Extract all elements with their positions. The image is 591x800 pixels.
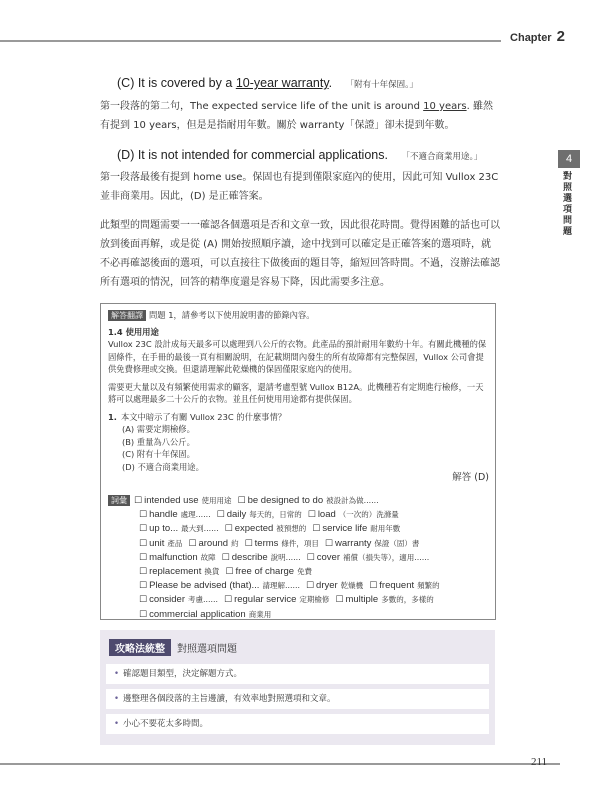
checkbox-icon: ☐ xyxy=(134,496,143,506)
checkbox-icon: ☐ xyxy=(139,538,148,549)
question-option-a: (A) 需要定期檢修。 xyxy=(122,424,195,434)
checkbox-icon: ☐ xyxy=(224,595,233,606)
chapter-number: 2 xyxy=(556,28,565,45)
checkbox-icon: ☐ xyxy=(224,524,233,535)
strategy-item: • 小心不要花太多時間。 xyxy=(106,714,489,734)
strategy-item: • 確認題目類型，決定解題方式。 xyxy=(106,664,489,684)
checkbox-icon: ☐ xyxy=(216,510,225,521)
vocab-meaning: 定期檢修 xyxy=(299,595,330,605)
vocab-row xyxy=(108,551,489,565)
vocab-meaning: 請理解…… xyxy=(262,581,300,591)
para-option-c: 第一段落的第二句，The expected service life of the unit is around 10 years. 雖然有提到 10 years，但是是指耐用年數。關於 warranty「保證」卻未提到年數。 xyxy=(100,101,493,131)
vocab-term: expected xyxy=(234,523,274,535)
option-c-line xyxy=(117,76,418,90)
vocab-row xyxy=(108,522,489,536)
vocab-meaning: 商業用 xyxy=(248,609,272,619)
vocab-meaning: 免費 xyxy=(297,567,313,577)
checkbox-icon: ☐ xyxy=(139,524,148,535)
option-d-translation: 「不適合商業用途。」 xyxy=(401,151,483,161)
option-c-underlined: 10-year warranty xyxy=(235,76,329,90)
vocab-term: malfunction xyxy=(149,551,198,563)
vocab-row xyxy=(108,579,489,593)
side-tab-title: 對照選項問題 xyxy=(563,172,573,237)
question-text: 本文中暗示了有關 Vullox 23C 的什麼事情？ xyxy=(120,411,287,422)
vocab-term: dryer xyxy=(316,580,338,592)
vocab-term: be designed to do xyxy=(247,495,324,506)
vocab-row xyxy=(108,565,489,579)
vocab-term: Please be advised (that)... xyxy=(149,580,260,592)
para-option-d: 第一段落最後有提到 home use。保固也有提到僅限家庭內的使用，因此可知 Vullox 23C 並非商業用。因此，(D) 是正確答案。 xyxy=(100,172,499,202)
vocab-term: up to... xyxy=(149,523,179,535)
vocab-row xyxy=(108,593,489,607)
vocab-meaning: 處理…… xyxy=(180,510,211,520)
header-rule xyxy=(0,40,501,42)
vocab-tag: 詞彙 xyxy=(108,495,130,506)
vocab-meaning: 每天的，日常的 xyxy=(249,510,302,520)
checkbox-icon: ☐ xyxy=(369,581,378,592)
vocab-meaning: 說明…… xyxy=(270,552,301,562)
chapter-label: Chapter 2 xyxy=(506,28,569,45)
checkbox-icon: ☐ xyxy=(139,609,148,620)
vocab-term: free of charge xyxy=(235,566,295,578)
option-c-suffix: . xyxy=(328,76,333,90)
translation-para-2: 需要更大量以及有頻繁使用需求的顧客，還請考慮型號 Vullox B12A。此機種若有定期進行檢修，一天將可以處理最多二十公斤的衣物。並且任何使用用途都有提供保固。 xyxy=(108,381,484,404)
translation-tag: 解答翻譯 xyxy=(108,310,146,321)
vocab-meaning: 故障 xyxy=(200,552,216,562)
para-main: 此類型的問題需要一一確認各個選項是否和文章一致，因此很花時間。覺得困難的話也可以放到後面再解，或是從 (A) 開始按照順序讀，途中找到可以確定是正確答案的選項時，就不必再確認後面的選項，可以直接往下做後面的題目等，縮短回答時間。不過，沒辦法確認所有選項的情況，回答的精準度還是容易下降，因此需要多注意。 xyxy=(100,220,500,288)
vocab-meaning: 耐用年數 xyxy=(370,524,401,534)
vocab-term: consider xyxy=(149,594,185,606)
translation-box xyxy=(100,303,496,620)
checkbox-icon: ☐ xyxy=(139,552,148,563)
question-number: 1. xyxy=(108,411,117,422)
vocab-term: terms xyxy=(254,537,279,549)
vocab-term: regular service xyxy=(234,594,297,606)
strategy-badge: 攻略法統整 xyxy=(109,639,171,656)
strategy-title: 對照選項問題 xyxy=(177,644,237,655)
vocab-term: describe xyxy=(231,551,268,563)
checkbox-icon: ☐ xyxy=(139,581,148,592)
vocab-meaning: 最大到…… xyxy=(181,524,219,534)
vocab-term: frequent xyxy=(379,580,415,592)
vocab-term: replacement xyxy=(149,566,202,578)
vocab-meaning: 約 xyxy=(231,538,239,548)
vocab-term: multiple xyxy=(345,594,379,606)
vocab-row xyxy=(108,537,489,551)
vocab-meaning: 多數的，多樣的 xyxy=(381,595,434,605)
vocab-term: commercial application xyxy=(149,608,246,620)
side-tab-number: 4 xyxy=(558,150,580,168)
vocab-meaning: 被預想的 xyxy=(276,524,307,534)
translation-intro: 問題 1，請參考以下使用說明書的節錄內容。 xyxy=(149,310,315,320)
strategy-item: • 邊整理各個段落的主旨邊讀，有效率地對照選項和文章。 xyxy=(106,689,489,709)
vocab-meaning: 條件，項目 xyxy=(281,538,319,548)
vocab-term: around xyxy=(198,537,229,549)
vocab-term: service life xyxy=(322,523,368,535)
checkbox-icon: ☐ xyxy=(139,595,148,606)
question-option-c: (C) 附有十年保固。 xyxy=(122,449,195,459)
vocab-meaning: 產品 xyxy=(167,538,183,548)
vocab-term: cover xyxy=(316,551,340,563)
checkbox-icon: ☐ xyxy=(139,510,148,521)
para-c-underlined: 10 years xyxy=(423,101,467,112)
strategy-header xyxy=(109,639,237,656)
checkbox-icon: ☐ xyxy=(307,510,316,521)
checkbox-icon: ☐ xyxy=(225,567,234,578)
question-option-d: (D) 不適合商業用途。 xyxy=(122,461,204,472)
checkbox-icon: ☐ xyxy=(221,552,230,563)
vocab-meaning: 保證（固）書 xyxy=(374,538,420,548)
strategy-summary xyxy=(100,630,495,745)
checkbox-icon: ☐ xyxy=(312,524,321,535)
vocab-meaning: 被設計為做…… xyxy=(326,496,379,505)
vocab-meaning: 頻繁的 xyxy=(417,581,440,591)
vocab-row xyxy=(108,494,489,508)
vocab-row xyxy=(108,508,489,522)
checkbox-icon: ☐ xyxy=(335,595,344,606)
vocab-meaning: 乾燥機 xyxy=(340,581,364,591)
option-c-translation: 「附有十年保固。」 xyxy=(345,79,418,89)
checkbox-icon: ☐ xyxy=(237,496,246,506)
vocab-term: intended use xyxy=(144,495,199,506)
checkbox-icon: ☐ xyxy=(244,538,253,549)
page-number: 211 xyxy=(531,756,548,768)
vocab-term: daily xyxy=(226,509,247,521)
vocab-term: handle xyxy=(149,509,178,521)
answer-label: 解答 (D) xyxy=(452,472,489,483)
option-c-prefix: (C) It is covered by a xyxy=(117,76,233,90)
vocab-term: load xyxy=(317,509,336,521)
vocab-meaning: 補償（損失等），適用…… xyxy=(342,552,430,562)
vocab-term: unit xyxy=(149,537,165,549)
checkbox-icon: ☐ xyxy=(305,581,315,592)
option-d-line xyxy=(117,148,482,162)
vocab-meaning: （一次的）洗滌量 xyxy=(338,510,399,520)
translation-para-1: Vullox 23C 設計成每天最多可以處理到八公斤的衣物。此產品的預計耐用年數約十年。有關此機種的保固條件，在手冊的最後一頁有相關說明，在記載期間內發生的所有故障都有完整保固，Vullox 公司會提供免費修理或交換。但還請理解此乾燥機的保固僅限家庭內的使用。 xyxy=(108,339,487,374)
option-d-text: (D) It is not intended for commercial applications. xyxy=(117,148,388,162)
vocabulary-list xyxy=(108,494,489,622)
checkbox-icon: ☐ xyxy=(306,552,315,563)
vocab-row xyxy=(108,608,489,622)
question-option-b: (B) 重量為八公斤。 xyxy=(122,436,195,447)
vocab-meaning: 考慮…… xyxy=(188,595,218,605)
section-title: 1.4 使用用途 xyxy=(108,326,159,337)
checkbox-icon: ☐ xyxy=(139,567,148,578)
question-line xyxy=(108,411,488,424)
footer-rule xyxy=(0,763,560,765)
checkbox-icon: ☐ xyxy=(188,538,197,549)
checkbox-icon: ☐ xyxy=(324,538,333,549)
vocab-meaning: 使用用途 xyxy=(201,496,232,505)
vocab-term: warranty xyxy=(334,537,372,549)
vocab-meaning: 換貨 xyxy=(204,567,220,577)
